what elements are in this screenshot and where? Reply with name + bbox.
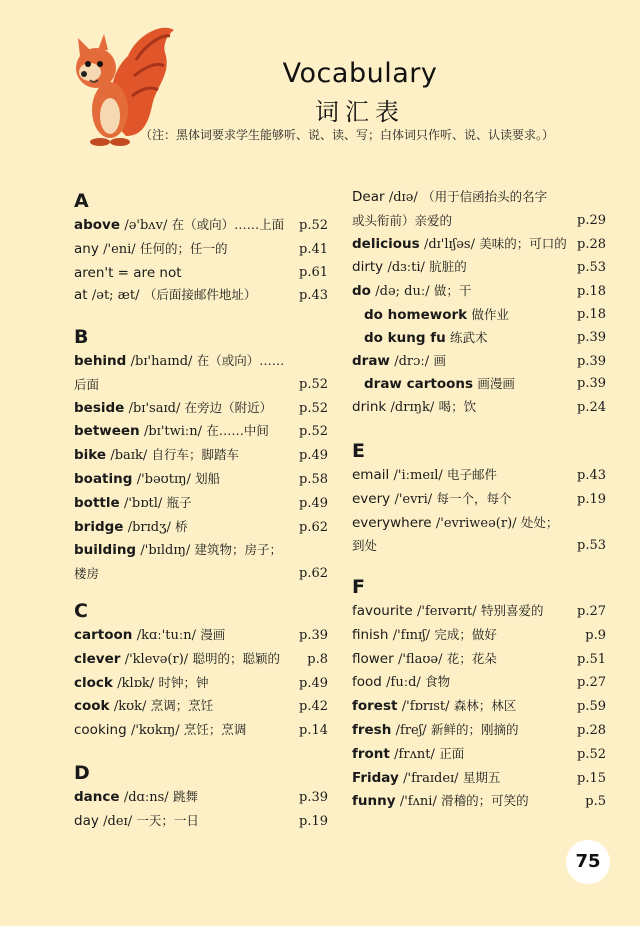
entry-page-ref: p.14 — [299, 723, 328, 739]
entry-line — [352, 396, 606, 420]
vocab-section — [352, 438, 606, 558]
entry-page-ref: p.39 — [577, 353, 606, 369]
entry-word: do kung fu — [364, 329, 446, 346]
entry-word: clock — [74, 674, 113, 691]
entry-page-ref: p.27 — [577, 675, 606, 691]
entry-phonetic: /kʊk/ — [113, 699, 147, 715]
entry-phonetic: /'fɒrɪst/ — [401, 699, 450, 715]
entry-page-ref: p.49 — [299, 675, 328, 691]
vocab-entry — [352, 280, 606, 304]
entry-definition: 练武术 — [449, 329, 488, 345]
entry-definition-cont: 后面 — [74, 376, 100, 392]
entry-definition: 完成；做好 — [434, 626, 497, 642]
entry-page-ref: p.8 — [307, 651, 328, 667]
entry-phonetic: /drɔː/ — [394, 353, 430, 369]
vocab-entry — [74, 719, 328, 743]
entry-page-ref: p.19 — [577, 491, 606, 507]
entry-word: behind — [74, 353, 127, 369]
vocab-entry — [352, 256, 606, 280]
vocab-section — [74, 324, 328, 586]
entry-word: at — [74, 287, 88, 304]
entry-word: day — [74, 812, 99, 829]
entry-word: cooking — [74, 722, 127, 739]
entry-word: everywhere — [352, 514, 432, 531]
entry-line — [74, 492, 328, 516]
entry-word: building — [74, 542, 137, 559]
entry-page-ref: p.29 — [577, 212, 606, 228]
entry-line — [74, 214, 328, 238]
entry-word: food — [352, 674, 382, 691]
entry-line — [74, 786, 328, 810]
entry-definition: 在旁边（附近） — [184, 399, 273, 415]
entry-definition: 花；花朵 — [446, 650, 497, 666]
vocab-entry — [352, 624, 606, 648]
vocab-entry — [74, 284, 328, 308]
entry-definition: 美味的；可口的 — [479, 235, 567, 251]
entry-word: do homework — [364, 306, 468, 323]
vocab-entry — [74, 539, 328, 586]
entry-page-ref: p.41 — [299, 241, 328, 257]
entry-line — [352, 719, 606, 743]
vocab-section — [74, 598, 328, 743]
entry-phonetic: /'kʊkɪŋ/ — [130, 723, 180, 739]
vocab-entry — [352, 600, 606, 624]
entry-page-ref: p.49 — [299, 448, 328, 464]
entry-line — [352, 790, 606, 814]
entry-page-ref: p.43 — [577, 468, 606, 483]
entry-line — [74, 350, 328, 374]
entry-line — [352, 695, 606, 719]
entry-definition: 森林；林区 — [453, 698, 517, 714]
entry-line — [352, 256, 606, 280]
entry-definition: （用于信函抬头的名字 — [422, 189, 548, 204]
entry-definition: 聪明的；聪颖的 — [192, 650, 280, 666]
entry-word: boating — [74, 470, 133, 487]
entry-phonetic: /'evri/ — [394, 491, 433, 507]
entry-definition: 特别喜爱的 — [480, 603, 544, 618]
entry-word: forest — [352, 698, 398, 715]
entry-word: funny — [352, 793, 396, 810]
vocab-entry — [352, 512, 606, 559]
vocab-entry — [352, 186, 606, 233]
entry-definition: 星期五 — [462, 769, 501, 785]
entry-page-ref: p.52 — [299, 400, 328, 416]
entry-page-ref: p.5 — [585, 794, 606, 810]
entry-phonetic: /də; duː/ — [375, 284, 430, 300]
entry-word: drink — [352, 399, 387, 416]
entry-definition: 瓶子 — [166, 494, 192, 510]
entry-phonetic: /'fɪnɪʃ/ — [392, 627, 431, 643]
vocab-entry — [74, 262, 328, 285]
entry-word: clever — [74, 650, 121, 667]
entry-word: any — [74, 240, 99, 257]
entry-word: flower — [352, 650, 394, 667]
entry-page-ref: p.15 — [577, 770, 606, 786]
entry-definition: 自行车；脚踏车 — [151, 447, 240, 463]
vocab-entry — [352, 233, 606, 257]
entry-phonetic: /'bəʊtɪŋ/ — [136, 471, 191, 487]
entry-page-ref: p.52 — [299, 218, 328, 233]
entry-definition: 正面 — [439, 745, 465, 761]
entry-page-ref: p.39 — [299, 790, 328, 805]
entry-page-ref: p.53 — [577, 538, 606, 554]
vocab-entry — [352, 648, 606, 672]
entry-line — [352, 648, 606, 672]
entry-page-ref: p.43 — [299, 288, 328, 304]
vocab-entry — [74, 810, 328, 834]
usage-note: （注：黑体词要求学生能够听、说、读、写；白体词只作听、说、认读要求。） — [140, 128, 555, 142]
section-letter: C — [74, 600, 88, 622]
entry-line — [352, 600, 606, 624]
entry-definition: 做作业 — [471, 306, 509, 322]
entry-definition: 漫画 — [200, 627, 226, 642]
entry-page-ref: p.52 — [577, 746, 606, 762]
vocab-entry — [74, 238, 328, 262]
entry-word: cook — [74, 698, 110, 715]
entry-definition: 食物 — [425, 674, 451, 690]
entry-word: bridge — [74, 518, 124, 535]
vocab-entry — [74, 648, 328, 672]
vocab-entry — [352, 743, 606, 767]
entry-phonetic: /dɑːns/ — [123, 790, 169, 805]
entry-line — [74, 262, 328, 285]
entry-line — [74, 284, 328, 308]
entry-definition: 处处； — [520, 514, 559, 530]
entry-page-ref: p.52 — [299, 424, 328, 440]
entry-line — [74, 444, 328, 468]
entry-phonetic: /fuːd/ — [386, 675, 421, 691]
vocab-entry — [352, 671, 606, 695]
entry-phonetic: /ət; æt/ — [91, 288, 140, 304]
vocab-entry — [74, 786, 328, 810]
entry-line — [352, 512, 606, 536]
entry-page-ref: p.39 — [577, 329, 606, 345]
vocab-entry — [352, 767, 606, 791]
entry-page-ref: p.61 — [299, 264, 328, 280]
entry-phonetic: /'bɪldɪŋ/ — [140, 543, 191, 559]
entry-definition: 每一个，每个 — [436, 490, 512, 506]
entry-definition-cont: 楼房 — [74, 566, 100, 582]
entry-line — [74, 468, 328, 492]
entry-phonetic: /drɪŋk/ — [390, 400, 435, 416]
entry-page-ref: p.59 — [577, 699, 606, 715]
entry-line — [74, 397, 328, 421]
entry-line — [352, 186, 606, 210]
section-letter: B — [74, 326, 89, 348]
entry-page-ref: p.18 — [577, 306, 606, 322]
vocab-entry — [352, 790, 606, 814]
entry-word: cartoon — [74, 627, 133, 643]
entry-word: aren't = are not — [74, 264, 182, 281]
entry-word: dance — [74, 789, 120, 805]
entry-word: dirty — [352, 259, 384, 276]
entry-definition: 任何的；任一的 — [139, 240, 228, 256]
entry-line — [352, 233, 606, 257]
vocab-entry — [352, 373, 606, 396]
entry-line — [74, 539, 328, 563]
entry-page-ref: p.39 — [299, 628, 328, 643]
entry-line — [352, 464, 606, 488]
entry-phonetic: /'eni/ — [103, 241, 136, 257]
entry-word: between — [74, 423, 140, 440]
entry-phonetic: /'fʌni/ — [399, 794, 437, 810]
entry-word: fresh — [352, 721, 392, 738]
entry-word: beside — [74, 399, 125, 416]
entry-page-ref: p.62 — [299, 566, 328, 582]
entry-page-ref: p.49 — [299, 495, 328, 511]
entry-phonetic: /deɪ/ — [103, 813, 133, 829]
vocab-entry — [352, 695, 606, 719]
entry-phonetic: /'iːmeɪl/ — [393, 468, 443, 483]
entry-page-ref: p.28 — [577, 722, 606, 738]
section-letter: F — [352, 576, 365, 598]
vocab-entry — [74, 468, 328, 492]
entry-line — [74, 516, 328, 540]
vocab-entry — [74, 695, 328, 719]
entry-word: draw — [352, 352, 390, 369]
entry-definition: 喝；饮 — [438, 399, 477, 415]
entry-page-ref: p.53 — [577, 260, 606, 276]
entry-word: do — [352, 283, 371, 300]
entry-word: bottle — [74, 494, 120, 511]
entry-definition: 跳舞 — [172, 789, 198, 804]
entry-definition: 划船 — [195, 470, 221, 486]
entry-line — [74, 420, 328, 444]
entry-word: every — [352, 490, 391, 507]
entry-definition: （后面接邮件地址） — [143, 287, 257, 303]
entry-phonetic: /baɪk/ — [110, 448, 148, 464]
entry-line — [74, 719, 328, 743]
entry-page-ref: p.18 — [577, 284, 606, 300]
entry-word: above — [74, 217, 121, 233]
vocab-entry — [352, 464, 606, 488]
entry-phonetic: /frʌnt/ — [394, 746, 435, 762]
entry-phonetic: /freʃ/ — [395, 722, 427, 738]
entry-definition: 在（或向）……上面 — [171, 217, 285, 232]
vocab-entry — [352, 719, 606, 743]
entry-line — [352, 280, 606, 304]
vocab-entry — [74, 350, 328, 397]
page-number: 75 — [566, 840, 610, 884]
vocab-entry — [74, 444, 328, 468]
section-letter: A — [74, 190, 89, 212]
entry-line — [74, 810, 328, 834]
vocab-entry — [74, 397, 328, 421]
entry-phonetic: /'feɪvərɪt/ — [417, 604, 477, 619]
entry-page-ref: p.24 — [577, 400, 606, 416]
entry-page-ref: p.58 — [299, 471, 328, 487]
entry-line — [74, 672, 328, 696]
entry-page-ref: p.9 — [585, 627, 606, 643]
vocab-entry — [74, 624, 328, 648]
entry-phonetic: /bɪ'saɪd/ — [128, 400, 181, 416]
entry-word: Friday — [352, 769, 399, 786]
page-title: Vocabulary — [282, 58, 438, 89]
vocab-entry — [74, 420, 328, 444]
entry-definition-cont: 或头衔前）亲爱的 — [352, 212, 453, 228]
entry-word: Dear — [352, 189, 385, 205]
entry-definition: 时钟；钟 — [158, 674, 209, 690]
entry-definition-cont: 到处 — [352, 538, 378, 554]
entry-phonetic: /bɪ'haɪnd/ — [130, 354, 193, 369]
entry-page-ref: p.19 — [299, 813, 328, 829]
entry-definition: 一天；一日 — [136, 812, 199, 828]
vocab-entry — [74, 214, 328, 238]
entry-phonetic: /'evriweə(r)/ — [435, 515, 517, 531]
entry-phonetic: /ə'bʌv/ — [124, 218, 168, 233]
entry-word: finish — [352, 626, 389, 643]
entry-definition: 建筑物；房子； — [194, 542, 283, 558]
entry-phonetic: /kɑː'tuːn/ — [136, 628, 196, 643]
section-letter: E — [352, 440, 365, 462]
entry-phonetic: /dɜːti/ — [387, 260, 425, 276]
entry-page-ref: p.28 — [577, 236, 606, 252]
vocab-entry — [352, 488, 606, 512]
entry-line — [364, 327, 606, 350]
entry-definition: 画漫画 — [477, 376, 515, 392]
entry-definition: 做；干 — [433, 283, 472, 299]
entry-phonetic: /bɪ'twiːn/ — [143, 424, 203, 440]
vocab-entry — [352, 350, 606, 374]
entry-definition: 滑稽的；可笑的 — [441, 793, 529, 809]
entry-word: bike — [74, 447, 107, 464]
entry-word: delicious — [352, 235, 420, 252]
entry-line — [74, 695, 328, 719]
entry-definition: 在……中间 — [206, 423, 269, 439]
entry-definition: 新鲜的；刚摘的 — [430, 721, 519, 737]
entry-line — [74, 238, 328, 262]
vocab-entry — [352, 396, 606, 420]
entry-line — [352, 350, 606, 374]
page-subtitle: 词汇表 — [315, 98, 405, 126]
entry-page-ref: p.62 — [299, 519, 328, 535]
vocab-entry — [74, 492, 328, 516]
entry-definition: 电子邮件 — [447, 467, 498, 482]
entry-page-ref: p.42 — [299, 699, 328, 715]
vocab-section — [74, 760, 328, 834]
entry-definition: 桥 — [175, 518, 188, 534]
entry-word: email — [352, 467, 390, 483]
entry-page-ref: p.27 — [577, 604, 606, 619]
entry-line — [74, 624, 328, 648]
entry-definition: 烹调；烹饪 — [150, 698, 214, 714]
entry-line — [352, 624, 606, 648]
entry-word: favourite — [352, 603, 413, 619]
entry-phonetic: /dɪ'lɪʃəs/ — [423, 236, 475, 252]
entry-page-ref: p.52 — [299, 376, 328, 392]
vocab-entry — [352, 327, 606, 350]
entry-line — [74, 648, 328, 672]
vocab-section — [352, 186, 606, 420]
entry-phonetic: /klɒk/ — [117, 675, 155, 691]
entry-definition: 烹饪；烹调 — [183, 722, 247, 738]
entry-line — [364, 304, 606, 327]
entry-word: draw cartoons — [364, 376, 474, 393]
entry-phonetic: /brɪdʒ/ — [127, 519, 171, 535]
entry-phonetic: /'bɒtl/ — [123, 495, 163, 511]
entry-word: front — [352, 745, 390, 762]
section-letter: D — [74, 762, 90, 784]
entry-phonetic: /'fraɪdeɪ/ — [403, 770, 459, 786]
entry-phonetic: /dɪə/ — [388, 190, 418, 205]
entry-definition: 画 — [433, 352, 446, 368]
vocab-section — [352, 574, 606, 814]
vocab-entry — [74, 672, 328, 696]
entry-phonetic: /'klevə(r)/ — [124, 651, 189, 667]
entry-phonetic: /'flaʊə/ — [397, 651, 443, 667]
entry-line — [364, 373, 606, 396]
vocab-section — [74, 188, 328, 308]
entry-line — [352, 488, 606, 512]
entry-line — [352, 671, 606, 695]
entry-definition: 在（或向）…… — [196, 353, 285, 368]
entry-page-ref: p.39 — [577, 376, 606, 392]
entry-line — [352, 743, 606, 767]
vocab-entry — [352, 304, 606, 327]
entry-definition: 肮脏的 — [429, 259, 467, 275]
vocab-entry — [74, 516, 328, 540]
entry-line — [352, 767, 606, 791]
entry-page-ref: p.51 — [577, 651, 606, 667]
